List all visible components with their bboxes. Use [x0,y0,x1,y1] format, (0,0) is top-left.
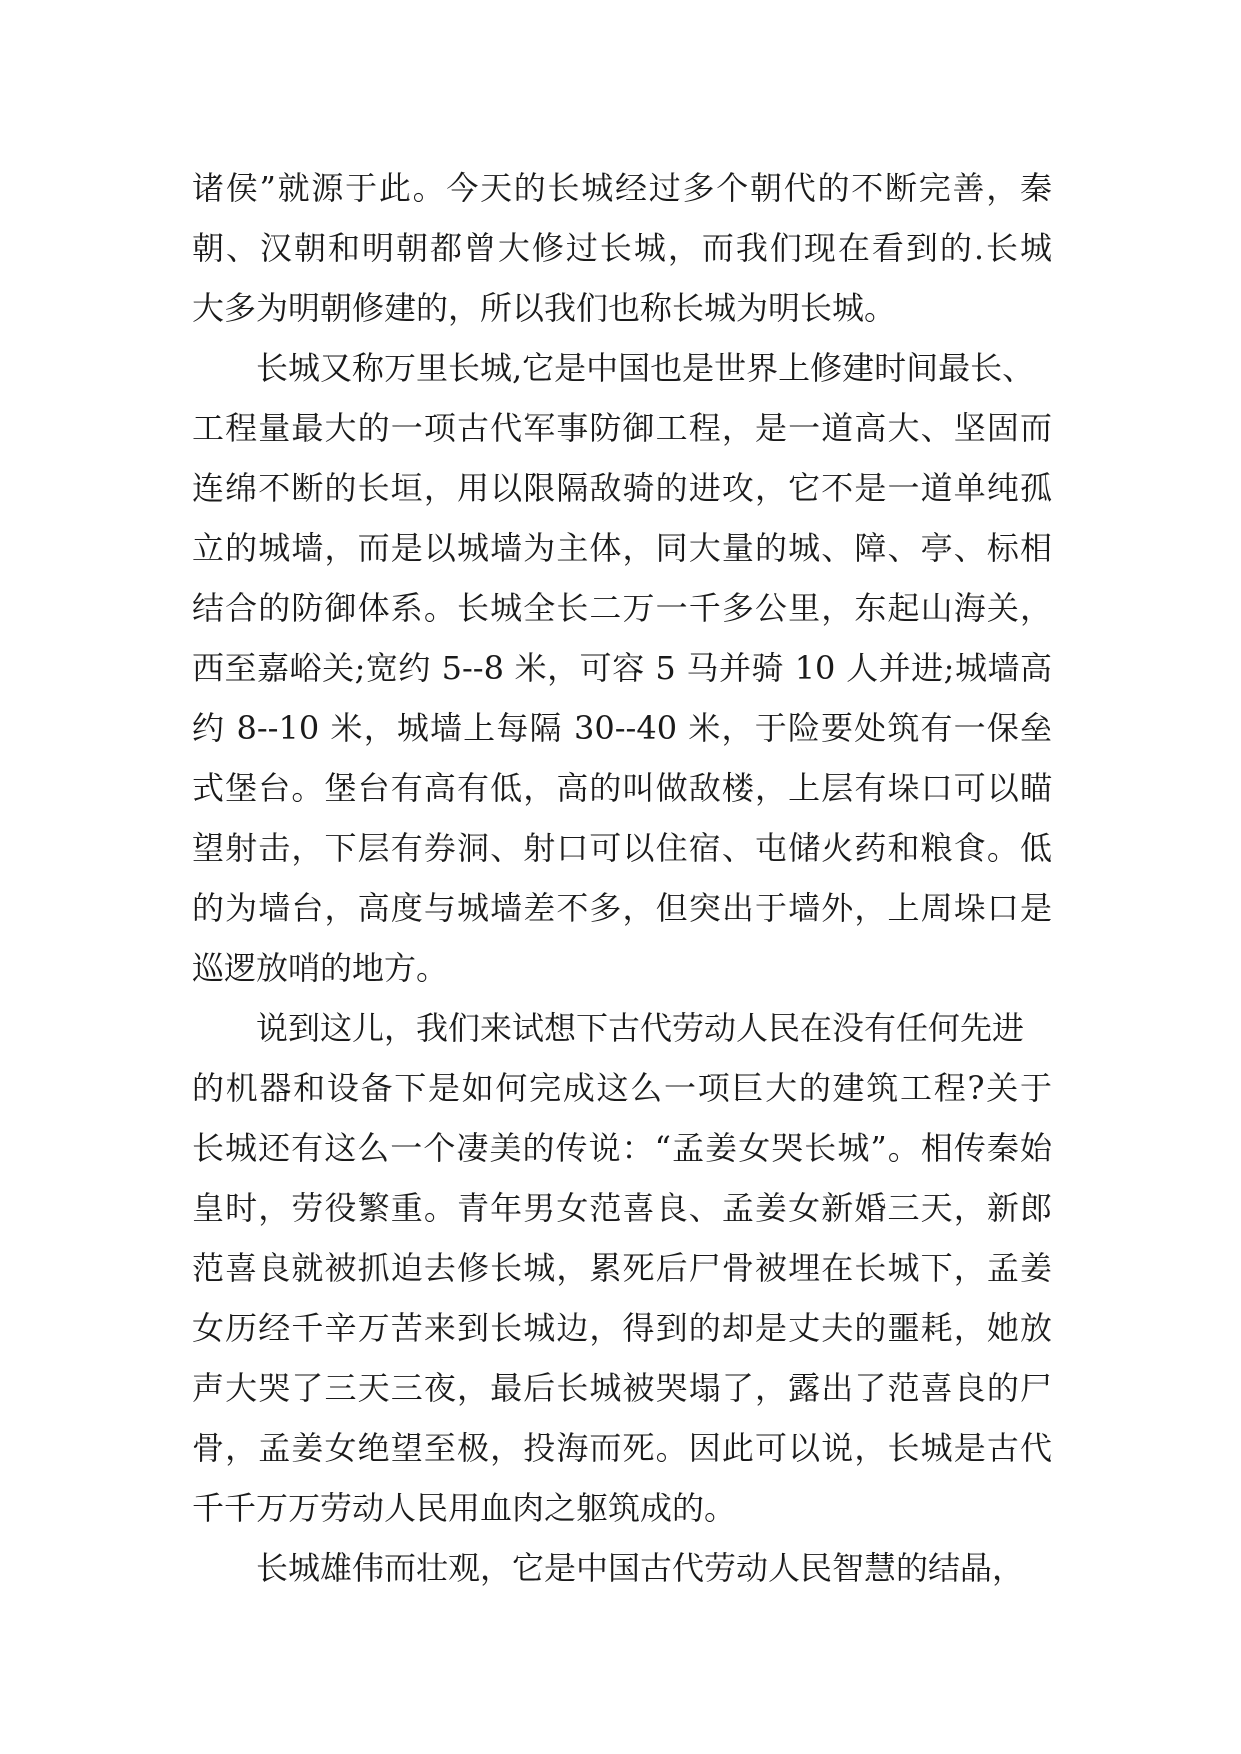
text-line: 的为墙台，高度与城墙差不多，但突出于墙外，上周垛口是 [192,889,1052,927]
text-line: 长城还有这么一个凄美的传说：“孟姜女哭长城”。相传秦始 [192,1129,1052,1167]
text-line: 式堡台。堡台有高有低，高的叫做敌楼，上层有垛口可以瞄 [192,769,1052,807]
paragraph-2 [192,338,1052,998]
text-line: 工程量最大的一项古代军事防御工程，是一道高大、坚固而 [192,409,1052,447]
text-line: 皇时，劳役繁重。青年男女范喜良、孟姜女新婚三天，新郎 [192,1189,1052,1227]
text-line: 大多为明朝修建的，所以我们也称长城为明长城。 [192,289,897,327]
text-line: 长城雄伟而壮观，它是中国古代劳动人民智慧的结晶， [256,1549,1025,1587]
text-line: 的机器和设备下是如何完成这么一项巨大的建筑工程?关于 [192,1069,1052,1107]
text-line: 范喜良就被抓迫去修长城，累死后尸骨被埋在长城下，孟姜 [192,1249,1052,1287]
text-line: 约 8--10 米，城墙上每隔 30--40 米，于险要处筑有一保垒 [192,709,1052,747]
document-body [192,158,1052,1598]
text-line: 立的城墙，而是以城墙为主体，同大量的城、障、亭、标相 [192,529,1052,567]
text-line: 朝、汉朝和明朝都曾大修过长城，而我们现在看到的.长城 [192,229,1052,267]
text-line: 千千万万劳动人民用血肉之躯筑成的。 [192,1489,737,1527]
paragraph-4 [192,1538,1052,1598]
text-line: 声大哭了三天三夜，最后长城被哭塌了，露出了范喜良的尸 [192,1369,1052,1407]
paragraph-1 [192,158,1052,338]
text-line: 连绵不断的长垣，用以限隔敌骑的进攻，它不是一道单纯孤 [192,469,1052,507]
text-line: 结合的防御体系。长城全长二万一千多公里，东起山海关， [192,589,1052,627]
text-line: 巡逻放哨的地方。 [192,949,449,987]
text-line: 西至嘉峪关;宽约 5--8 米，可容 5 马并骑 10 人并进;城墙高 [192,649,1052,687]
text-line: 说到这儿，我们来试想下古代劳动人民在没有任何先进 [256,1009,1025,1047]
text-line: 女历经千辛万苦来到长城边，得到的却是丈夫的噩耗，她放 [192,1309,1052,1347]
text-line: 望射击，下层有券洞、射口可以住宿、屯储火药和粮食。低 [192,829,1052,867]
text-line: 诸侯”就源于此。今天的长城经过多个朝代的不断完善，秦 [192,169,1052,207]
text-line: 长城又称万里长城,它是中国也是世界上修建时间最长、 [256,349,1035,387]
paragraph-3 [192,998,1052,1538]
text-line: 骨，孟姜女绝望至极，投海而死。因此可以说，长城是古代 [192,1429,1052,1467]
